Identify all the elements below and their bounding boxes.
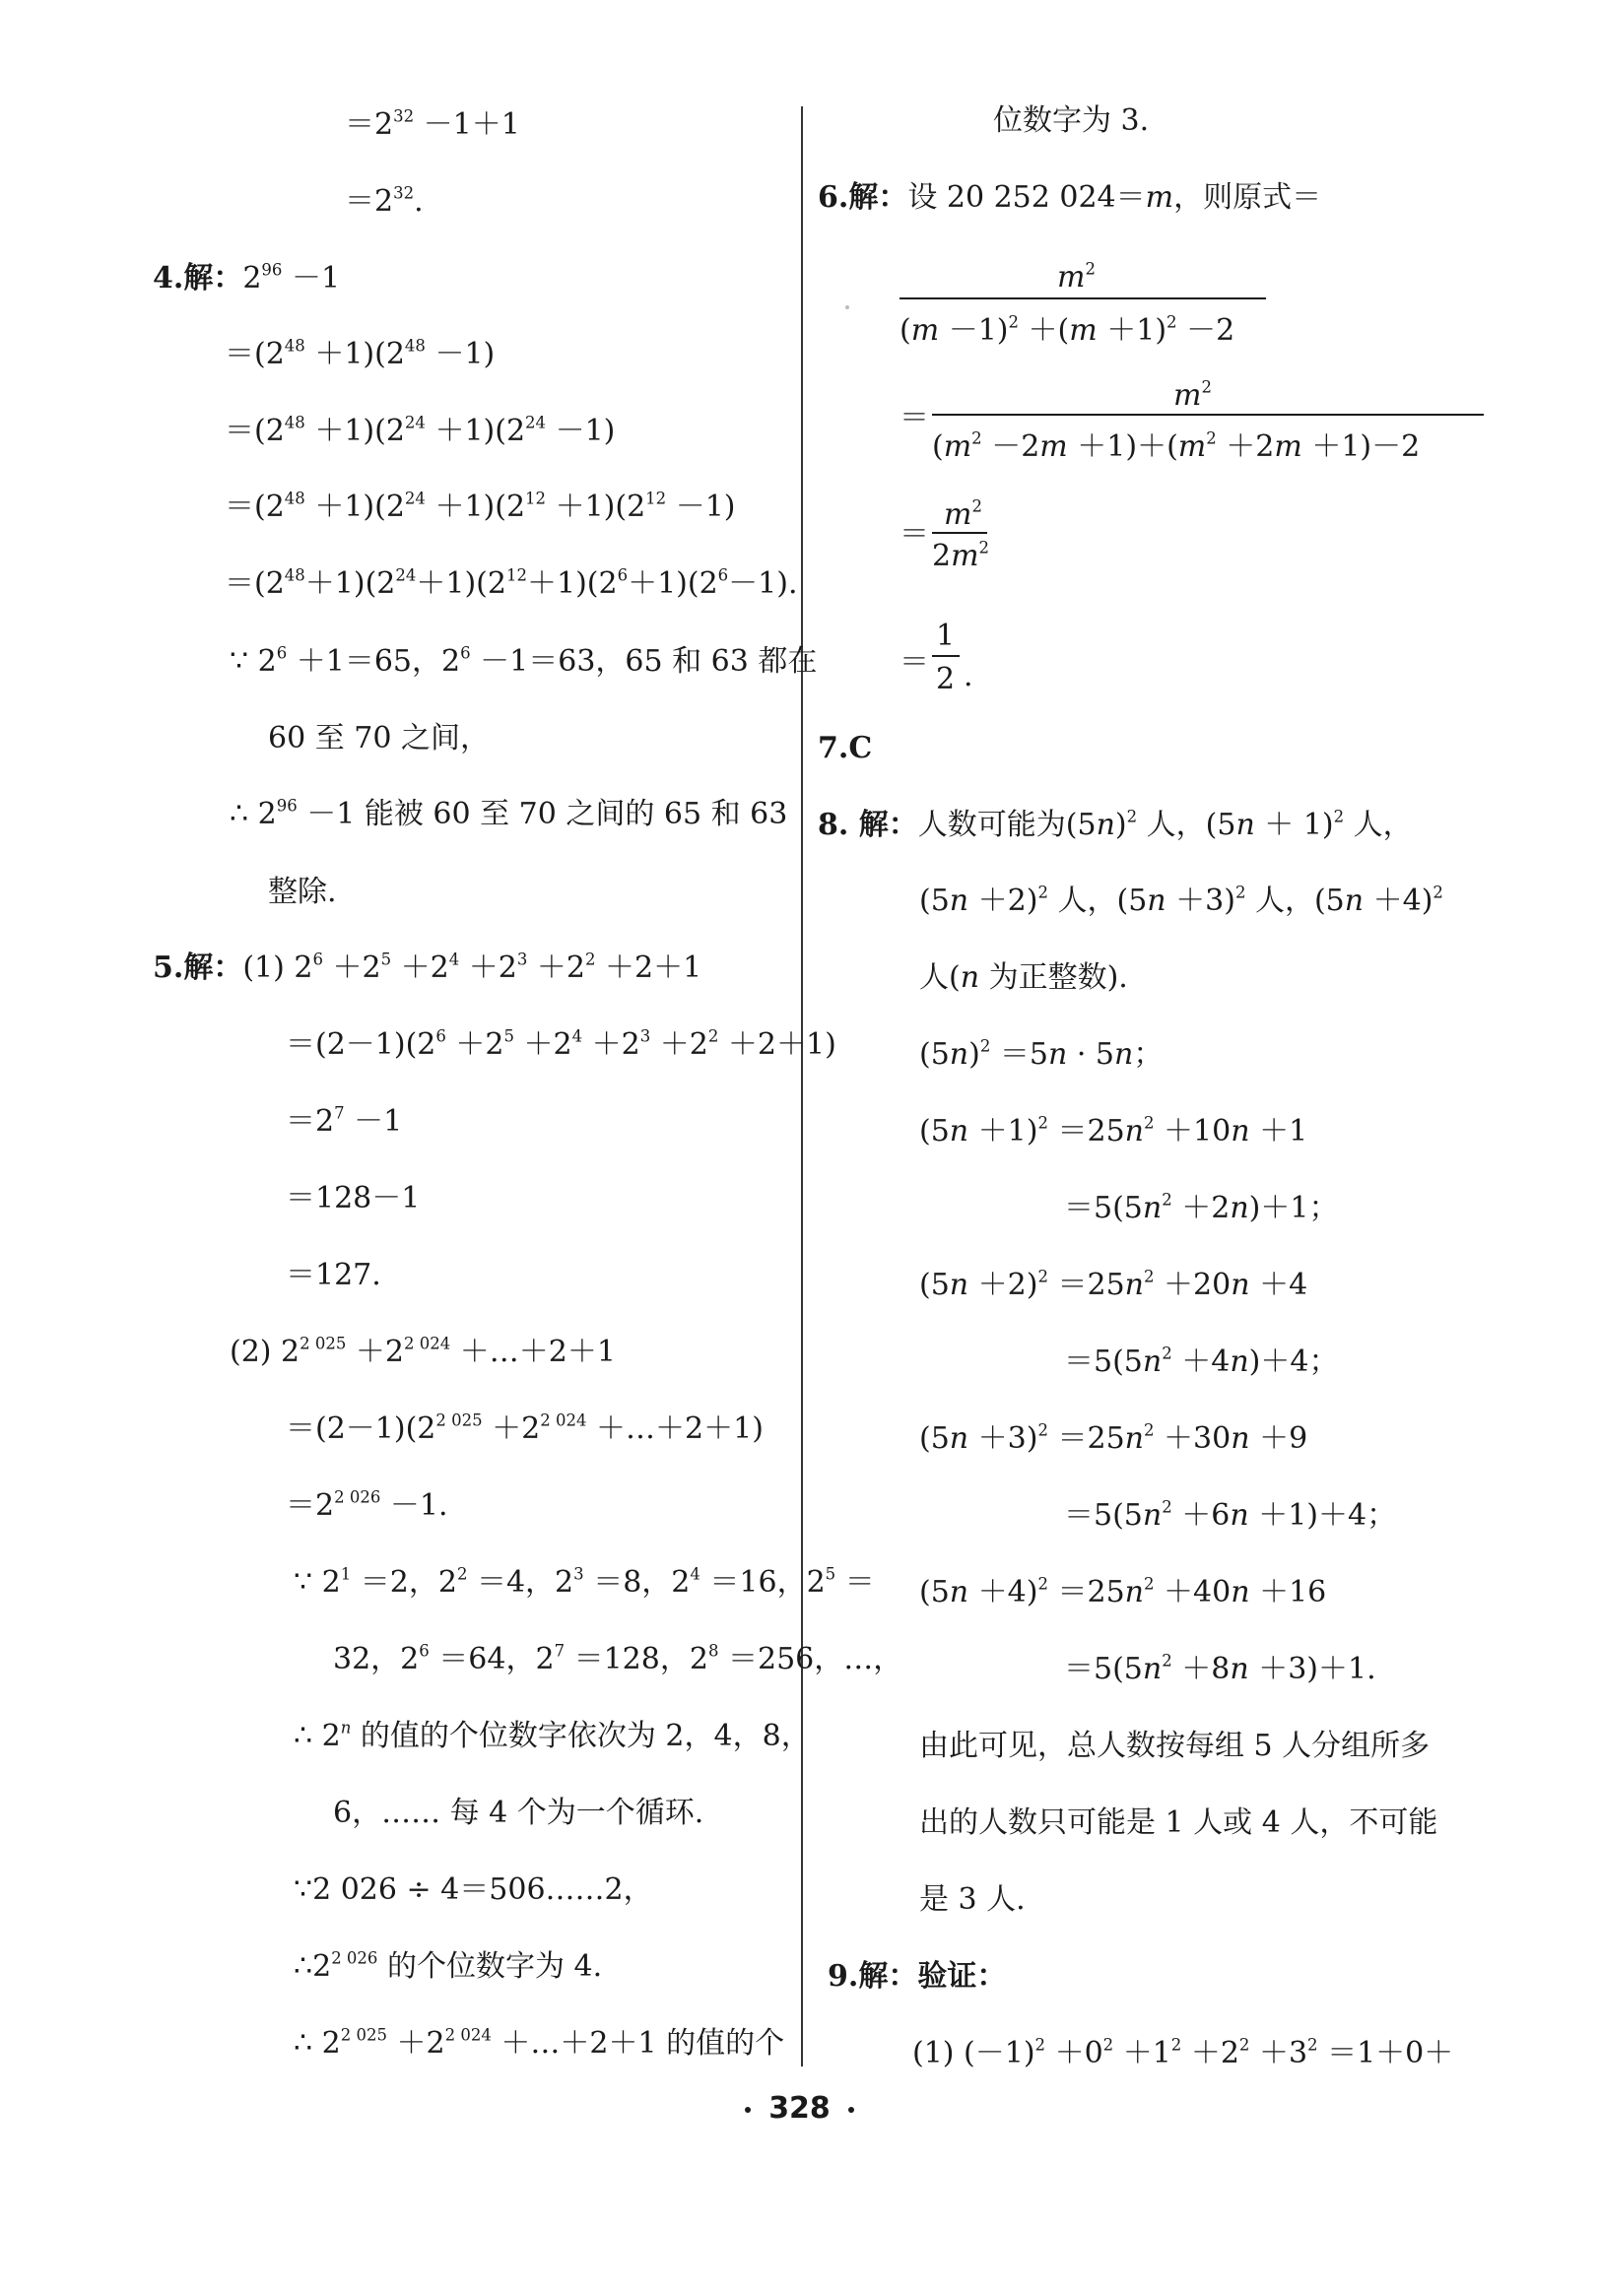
q6-fraction-3-bar (932, 532, 987, 534)
question-4-heading (153, 260, 341, 295)
q8-statement-3: 人(n 为正整数). (919, 960, 1128, 995)
q5-p1-step-1: $=(2-1)(2^6 +2^5 +2^4 +2^3 +2^2 +2+1)$ (286, 1026, 836, 1062)
q5-p2-because-3: ∵2 026 ÷ 4＝506……2， (294, 1872, 653, 1907)
continued-line-1: $=2^{32} -1+1$ (345, 106, 520, 142)
q6-equals-1: ＝ (899, 401, 929, 435)
right-column (806, 0, 1599, 2068)
q8-equation-4: $(5n +4)^2 =25n^2 +40n +16$ (919, 1574, 1327, 1609)
q6-substitution: 设 20 252 024＝m，则原式＝ (907, 180, 1322, 215)
q8-equation-4b: $=5(5n^2 +8n +3)+1$. (1064, 1651, 1376, 1686)
q8-equation-2b: $=5(5n^2 +4n)+4$； (1064, 1344, 1339, 1379)
q9-part-1: (1) $(-1)^2 +0^2 +1^2 +2^2 +3^2 =1+0+$ (912, 2035, 1454, 2070)
q8-conclusion-2: 出的人数只可能是 1 人或 4 人，不可能 (919, 1805, 1438, 1840)
question-8-label: 8. 解： (818, 808, 918, 842)
question-9-heading: 9.解：验证： (828, 1959, 1007, 1994)
q5-p1-step-4: ＝127. (286, 1258, 381, 1292)
q8-equation-3: $(5n +3)^2 =25n^2 +30n +9$ (919, 1420, 1308, 1456)
q4-because-line-2: 60 至 70 之间， (268, 721, 490, 755)
question-6-label: 6.解： (818, 180, 908, 215)
page-number-dot-right (848, 2107, 854, 2113)
stray-mark (845, 305, 849, 309)
q6-fraction-2-bar (932, 414, 1484, 416)
q6-equals-2: ＝ (899, 517, 929, 552)
q8-conclusion-3: 是 3 人. (919, 1882, 1026, 1917)
continued-line-3: 位数字为 3. (993, 103, 1150, 138)
q6-fraction-2-numerator: $m^2$ (1173, 377, 1212, 413)
page-number-value: 328 (768, 2091, 831, 2126)
question-7-answer: 7.C (818, 731, 873, 765)
q5-p1-step-2: $=2^7 -1$ (286, 1103, 403, 1139)
q6-fraction-4-denominator: 2 (936, 662, 956, 696)
q5-part-2-expression: (2) $2^{2 025} +2^{2 024}$ ＋…＋2＋1 (230, 1334, 616, 1369)
q5-p2-therefore-4: ∴ $2^{2 025} +2^{2 024}$ ＋…＋2＋1 的值的个 (294, 2025, 785, 2061)
q6-fraction-1-numerator: $m^2$ (1057, 259, 1096, 295)
q8-equation-0: $(5n)^2 =5n \cdot 5n$； (919, 1036, 1164, 1072)
q5-p2-step-2: $=2^{2 026} -1$. (286, 1487, 448, 1523)
q6-fraction-2-denominator: $(m^2 -2m +1)+(m^2 +2m +1)-2$ (932, 428, 1421, 464)
question-8-heading (818, 807, 1413, 842)
q4-step-2: $=(2^{48} +1)(2^{24} +1)(2^{24} -1)$ (225, 413, 616, 448)
q5-p2-because-2: 32，$2^6 =64$，$2^7 =128$，$2^8 =256$，…， (333, 1641, 903, 1676)
q6-fraction-4-numerator: 1 (936, 619, 956, 653)
q5-part-1-expression: (1) $2^6 +2^5 +2^4 +2^3 +2^2 +2+1$ (242, 950, 702, 985)
q8-equation-2: $(5n +2)^2 =25n^2 +20n +4$ (919, 1267, 1308, 1302)
q5-p2-step-1: $=(2-1)(2^{2 025} +2^{2 024}$ ＋…＋2＋1) (286, 1410, 764, 1446)
question-5-heading (153, 950, 702, 985)
q4-step-1: $=(2^{48} +1)(2^{48} -1)$ (225, 336, 496, 371)
q4-therefore-line-2: 整除. (268, 875, 337, 909)
page-number-dot-left (745, 2107, 751, 2113)
q6-equals-3: ＝ (899, 645, 929, 680)
q8-statement-2: $(5n +2)^2$ 人，$(5n +3)^2$ 人，$(5n +4)^2$ (919, 883, 1443, 918)
q4-step-3: $=(2^{48} +1)(2^{24} +1)(2^{12} +1)(2^{12} -1)$ (225, 489, 736, 524)
question-4-label: 4.解： (153, 261, 243, 295)
q8-conclusion-1: 由此可见，总人数按每组 5 人分组所多 (919, 1729, 1431, 1763)
q6-fraction-3-numerator: $m^2$ (944, 496, 982, 532)
q4-step-4: $=(2^{48}+1)(2^{24}+1)(2^{12}+1)(2^6+1)(2^6-1)$. (225, 565, 798, 601)
question-6-heading (818, 180, 1322, 215)
q6-fraction-1-denominator: $(m -1)^2 +(m +1)^2 -2$ (899, 312, 1235, 348)
q8-equation-3b: $=5(5n^2 +6n +1)+4$； (1064, 1497, 1397, 1533)
q4-because-line-1: ∵ $2^6 +1=65$，$2^6 -1=63$，65 和 63 都在 (230, 643, 818, 679)
question-4-expression: $2^{96} -1$ (242, 260, 341, 295)
q5-p2-because-1: ∵ $2^1 =2$，$2^2 =4$，$2^3 =8$，$2^4 =16$，$2^5$ ＝ (294, 1564, 875, 1600)
page-number (0, 2091, 1599, 2126)
q5-p2-therefore-3: $\therefore 2^{2 026}$ 的个位数字为 4. (294, 1948, 603, 1984)
q6-fraction-3-denominator: $2m^2$ (932, 538, 990, 573)
q6-final-period: . (964, 659, 973, 693)
q4-therefore-line-1: ∴ $2^{96} -1$ 能被 60 至 70 之间的 65 和 63 (230, 796, 788, 831)
q6-fraction-1-bar (899, 297, 1266, 299)
q5-p2-therefore-2: 6，…… 每 4 个为一个循环. (333, 1796, 704, 1830)
q8-statement-1: 人数可能为$(5n)^2$ 人，$(5n + 1)^2$ 人， (917, 807, 1413, 842)
question-5-label: 5.解： (153, 951, 243, 985)
q6-fraction-4-bar (932, 655, 960, 657)
q8-equation-1: $(5n +1)^2 =25n^2 +10n +1$ (919, 1113, 1308, 1148)
q5-p1-step-3: ＝128－1 (286, 1181, 421, 1215)
q8-equation-1b: $=5(5n^2 +2n)+1$； (1064, 1190, 1339, 1225)
q5-p2-therefore-1: ∴ 2$^n$ 的值的个位数字依次为 2，4，8， (294, 1718, 811, 1753)
continued-line-2: $=2^{32}$. (345, 183, 424, 219)
